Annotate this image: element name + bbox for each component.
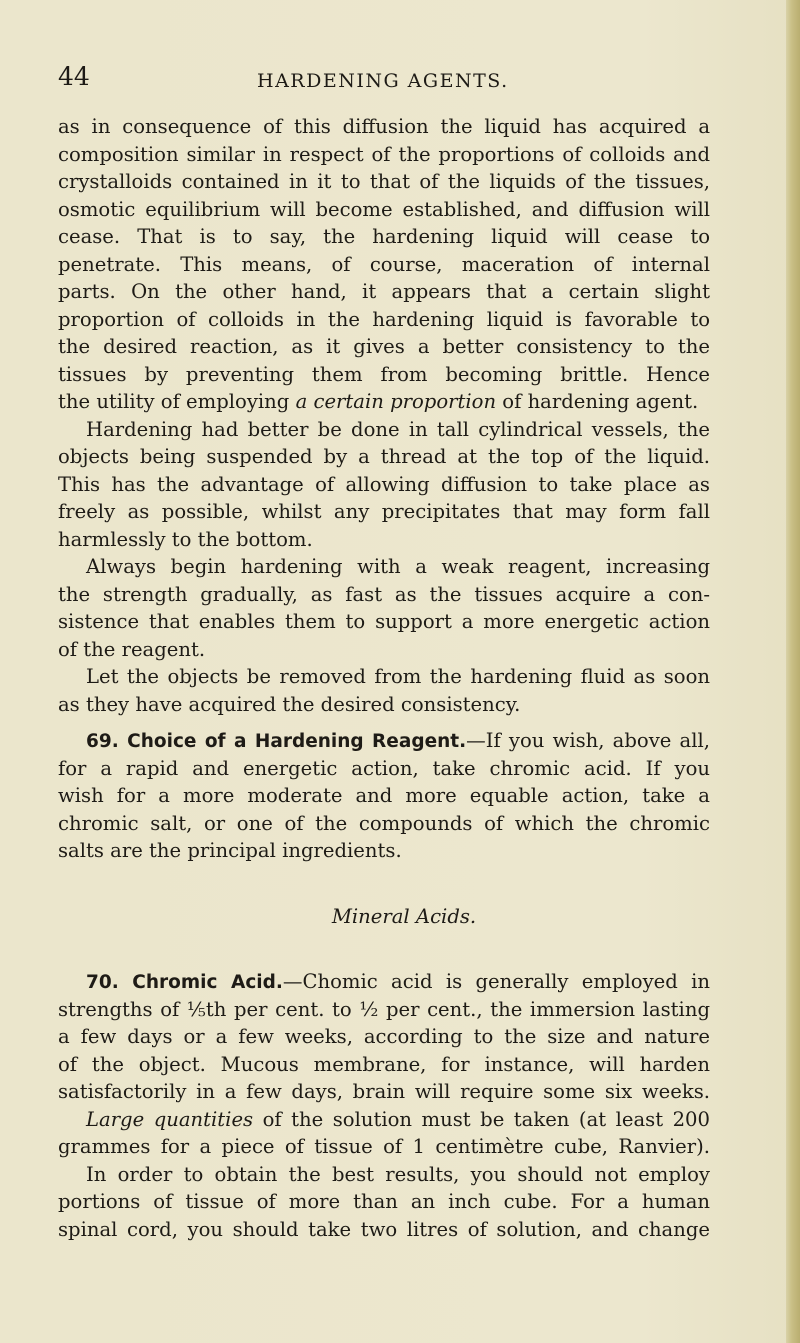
text-line: a few days or a few weeks, according to the size and nature [58,1025,710,1048]
text-line: chromic salt, or one of the compounds of which the chromic [58,811,710,835]
page-edge [786,0,800,1343]
text-line: sistence that enables them to support a more energetic action [58,610,710,633]
text-line: proportion of colloids in the hardening liquid is favorable to [58,307,710,331]
text-line: Always begin hardening with a weak reagent, increasing [86,555,710,578]
italic-phrase: Large quantities [86,1107,254,1131]
running-head: HARDENING AGENTS. [257,70,509,92]
paragraph-continued [58,113,710,416]
text-run: of hardening agent. [496,390,699,413]
text-line: tissues by preventing them from becoming brittle. Hence [58,362,710,386]
text-line: spinal cord, you should take two litres of solution, and change [58,1217,710,1241]
text-line: cease. That is to say, the hardening liquid will cease to [58,225,710,248]
text-line: portions of tissue of more than an inch cube. For a human [58,1190,710,1213]
text-line: harmlessly to the bottom. [58,527,313,551]
text-line: the desired reaction, as it gives a better consistency to the [58,335,710,358]
page-number: 44 [58,62,90,91]
text-line: satisfactorily in a few days, brain will require some six weeks. [58,1080,710,1103]
spacer [58,865,710,903]
text-line: as they have acquired the desired consistency. [58,692,521,716]
text-line: of the object. Mucous membrane, for instance, will harden [58,1052,710,1076]
paragraph [58,663,710,718]
text-line: composition similar in respect of the proportions of colloids and [58,142,710,166]
paragraph [58,553,710,663]
text-line [58,968,710,996]
text-line: of the reagent. [58,637,206,661]
text-line: salts are the principal ingredients. [58,839,402,862]
text-line: Hardening had better be done in tall cylindrical vessels, the [86,417,710,441]
text-line: freely as possible, whilst any precipitates that may form fall [58,500,710,523]
text-line: the strength gradually, as fast as the tissues acquire a con- [58,582,710,606]
section-69 [58,727,710,865]
text-line [58,727,710,755]
text-line: osmotic equilibrium will become established, and diffusion will [58,197,710,221]
text-line: penetrate. This means, of course, maceration of internal [58,252,710,276]
text-line: parts. On the other hand, it appears that a certain slight [58,280,710,303]
text-line: strengths of ⅕th per cent. to ½ per cent., the immersion lasting [58,997,710,1021]
spacer [58,718,710,727]
text-line: crystalloids contained in it to that of the liquids of the tissues, [58,170,710,193]
text-run: of the solution must be taken (at least 200 [253,1107,710,1131]
section-label: 69. Choice of a Hardening Reagent. [86,731,467,752]
text-run: the utility of employing [58,390,296,413]
section-label: 70. Chromic Acid. [86,972,283,993]
body-text [58,113,710,1243]
text-line: for a rapid and energetic action, take chromic acid. If you [58,756,710,780]
page-header [58,60,718,100]
text-run: —If you wish, above all, [466,729,710,752]
text-run: —Chomic acid is generally employed in [282,970,710,993]
text-line: objects being suspended by a thread at the top of the liquid. [58,445,710,468]
text-line [58,388,710,416]
text-line: In order to obtain the best results, you should not employ [86,1162,710,1186]
text-line: grammes for a piece of tissue of 1 centimètre cube, Ranvier). [58,1135,710,1158]
text-line: as in consequence of this diffusion the liquid has acquired a [58,115,710,138]
spacer [58,930,710,968]
section-heading: Mineral Acids. [331,904,477,928]
paragraph [58,416,710,554]
text-line [58,1106,710,1134]
text-line: Let the objects be removed from the hardening fluid as soon [86,665,710,688]
italic-phrase: a certain proportion [295,390,497,413]
text-line: wish for a more moderate and more equable action, take a [58,784,710,807]
text-line: This has the advantage of allowing diffusion to take place as [58,472,710,496]
section-70 [58,968,710,1243]
